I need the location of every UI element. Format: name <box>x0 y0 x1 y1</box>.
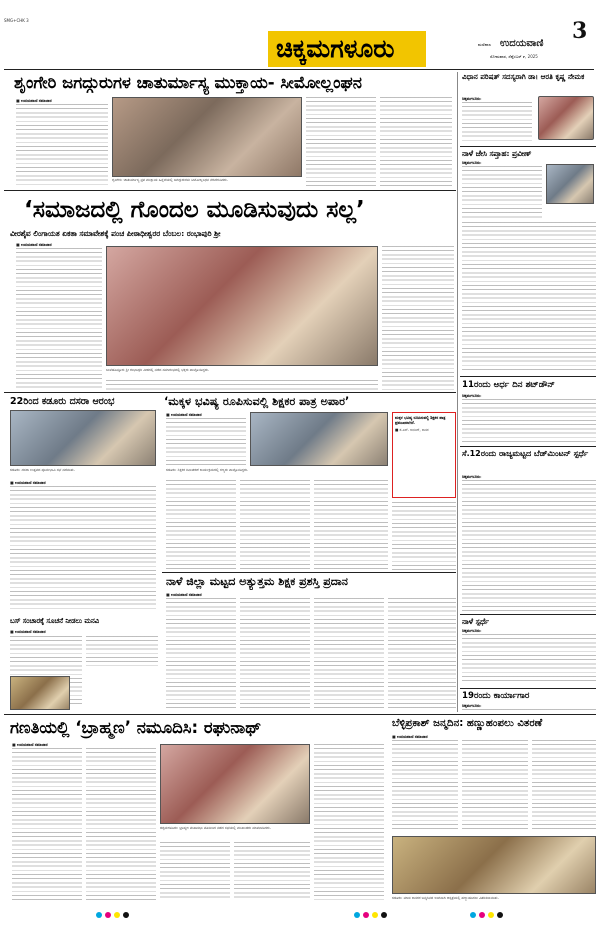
samaja-body-1 <box>16 248 102 388</box>
contest-body <box>462 480 596 612</box>
dasara-headline: 22ರಿಂದ ಕಡೂರು ದಸರಾ ಆರಂಭ <box>10 396 115 407</box>
paper-name: ಉದಯವಾಣಿ <box>500 38 544 49</box>
teachers-body-1 <box>166 418 246 468</box>
teachers-byline: ■ ಉದಯವಾಣಿ ಸಮಾಚಾರ <box>166 412 202 417</box>
fruits-headline: ಬೆಳ್ಳಿಪ್ರಕಾಶ್ ಜನ್ಮದಿನ: ಹಣ್ಣುಹಂಪಲು ವಿತರಣೆ <box>392 718 543 729</box>
registration-marks-left <box>96 912 129 918</box>
dasara-caption: ಕಡೂರು: ದಸರಾ ಉತ್ಸವದ ಪೂರ್ವಭಾವಿ ಸಭೆ ನಡೆಯಿತು. <box>10 468 75 472</box>
teachers-caption: ಕಡೂರು: ಶಿಕ್ಷಕರ ದಿನಾಚರಣೆ ಕಾರ್ಯಕ್ರಮದಲ್ಲಿ ಗಣ್ಯರು ಪಾಲ್ಗೊಂಡಿದ್ದರು. <box>166 468 249 472</box>
award-body-4 <box>388 598 456 710</box>
parishat-body <box>462 102 532 142</box>
reg-dot-cyan <box>96 912 102 918</box>
parishat-headline: ವಿಧಾನ ಪರಿಷತ್ ಸದಸ್ಯರಾಗಿ ಡಾ। ಆರತಿ ಕೃಷ್ಣ ನೇಮಕ <box>462 72 585 81</box>
dasara-rule <box>4 392 456 393</box>
registration-marks-middle <box>354 912 387 918</box>
reg-dot-black <box>381 912 387 918</box>
workshop-rule <box>460 688 596 689</box>
samaja-subheadline: ವೀರಶೈವ ಲಿಂಗಾಯತ ಏಕತಾ ಸಮಾವೇಶಕ್ಕೆ ಪಂಚ ಪೀಠಾಧೀಶ್ವರರ ಬೆಂಬಲ: ರಂಭಾಪುರಿ ಶ್ರೀ <box>10 229 221 238</box>
reg-dot-yellow <box>114 912 120 918</box>
reg-dot-yellow <box>372 912 378 918</box>
sringeri-headline: ಶೃಂಗೇರಿ ಜಗದ್ಗುರುಗಳ ಚಾತುರ್ಮಾಸ್ಯ ಮುಕ್ತಾಯ- ಸೀಮೋಲ್ಲಂಘನ <box>14 73 362 92</box>
power-body <box>462 634 596 684</box>
brahmana-body-4 <box>234 842 310 900</box>
brahmana-photo <box>160 744 310 824</box>
sringeri-body-3 <box>380 97 452 189</box>
brahmana-body-1 <box>12 748 82 900</box>
shutdown-headline: 11ರಂದು ಅರ್ಧ ದಿನ ಶಟ್‌ಡೌನ್ <box>462 380 555 390</box>
fruits-body-1 <box>392 740 458 830</box>
paper-tag: ಮಣಿಪಾಲ <box>478 42 492 47</box>
fruits-body-2 <box>462 740 528 830</box>
fruits-photo <box>392 836 596 894</box>
reg-dot-black <box>123 912 129 918</box>
parishat-byline: ಚಿಕ್ಕಮಗಳೂರು: <box>462 96 482 101</box>
kaala-byline: ಚಿಕ್ಕಮಗಳೂರು: <box>462 160 482 165</box>
award-rule <box>162 572 456 573</box>
teachers-body-5 <box>392 502 456 570</box>
reg-dot-magenta <box>363 912 369 918</box>
workshop-headline: 19ರಂದು ಕಾರ್ಯಾಗಾರ <box>462 691 530 701</box>
quote-box <box>392 412 456 498</box>
award-body-3 <box>314 598 384 710</box>
parishat-photo <box>538 96 594 140</box>
power-rule <box>460 614 596 615</box>
quote-text: ಮಕ್ಕಳ ಭವಿಷ್ಯ ರೂಪಿಸುವಲ್ಲಿ ಶಿಕ್ಷಕರ ಪಾತ್ರ ಪ್ರಮುಖವಾಗಿದೆ. <box>395 415 446 425</box>
sringeri-byline: ■ ಉದಯವಾಣಿ ಸಮಾಚಾರ <box>16 98 52 103</box>
page-number: 3 <box>572 18 588 44</box>
teachers-body-2 <box>166 480 236 570</box>
fruits-body-3 <box>532 740 596 830</box>
edition-code: SMG+CHK 3 <box>4 18 29 23</box>
right-column-rule <box>457 72 458 712</box>
fruits-rule <box>388 714 596 715</box>
samaja-caption: ಬಾಳೆಹೊನ್ನೂರು ಶ್ರೀ ರಂಭಾಪುರಿ ಪೀಠದಲ್ಲಿ ನಡೆದ ಸಮಾರಂಭದಲ್ಲಿ ಭಕ್ತರು ಪಾಲ್ಗೊಂಡಿದ್ದರು. <box>106 368 210 372</box>
sringeri-caption: ಶೃಂಗೇರಿ: ಚಾತುರ್ಮಾಸ್ಯ ವ್ರತ ಮುಕ್ತಾಯ ಹಿನ್ನೆಲೆಯಲ್ಲಿ ಜಗದ್ಗುರುಗಳು ಸೀಮೋಲ್ಲಂಘನ ನೆರವೇರಿಸಿದರು. <box>112 178 228 182</box>
teachers-photo <box>250 412 388 466</box>
brahmana-headline: ಗಣತಿಯಲ್ಲಿ ‘ಬ್ರಾಹ್ಮಣ’ ನಮೂದಿಸಿ: ರಘುನಾಥ್ <box>10 718 262 737</box>
brahmana-body-5 <box>314 744 384 900</box>
samaja-body-2 <box>106 380 378 390</box>
kaala-body-1 <box>462 166 542 218</box>
contest-rule <box>460 446 596 447</box>
reg-dot-black <box>497 912 503 918</box>
power-byline: ಚಿಕ್ಕಮಗಳೂರು: <box>462 628 482 633</box>
fruits-byline: ■ ಉದಯವಾಣಿ ಸಮಾಚಾರ <box>392 734 428 739</box>
reg-dot-cyan <box>354 912 360 918</box>
brahmana-byline: ■ ಉದಯವಾಣಿ ಸಮಾಚಾರ <box>12 742 48 747</box>
dasara-photo <box>10 410 156 466</box>
award-byline: ■ ಉದಯವಾಣಿ ಸಮಾಚಾರ <box>166 592 202 597</box>
samaja-rule <box>4 190 456 191</box>
award-body-1 <box>166 598 236 710</box>
bus-body-2 <box>86 636 158 666</box>
sringeri-body-2 <box>306 97 376 189</box>
workshop-body <box>462 709 596 711</box>
date-line: ಸೋಮವಾರ, ಸೆಪ್ಟೆಂಬರ್ ೯, 2025 <box>490 54 538 59</box>
masthead-rule <box>4 69 594 70</box>
reg-dot-magenta <box>479 912 485 918</box>
dasara-body <box>10 486 156 612</box>
reg-dot-yellow <box>488 912 494 918</box>
bus-photo <box>10 676 70 710</box>
registration-marks-right <box>470 912 503 918</box>
kaala-body-2 <box>462 222 596 372</box>
bus-headline: ಬಸ್ ಸಂಚಾರಕ್ಕೆ ಸೂಚನೆ ನೀಡಲು ಮನವಿ <box>10 617 100 625</box>
kaala-headline: ನಾಳೆ ಜೇಸಿ ಸಪ್ತಾಹ: ಪ್ರವೀಣ್ <box>462 149 532 158</box>
quote-author: ■ ಕೆ.ಎಸ್. ಆನಂದ್, ಶಾಸಕ <box>395 428 429 432</box>
contest-headline: ಸೆ.12ರಂದು ರಾಜ್ಯಮಟ್ಟದ ಬೆಡ್‌ಮಿಂಟನ್ ಸ್ಪರ್ಧೆ <box>462 449 589 458</box>
brahmana-caption: ಚಿಕ್ಕಮಗಳೂರು: ಬ್ರಾಹ್ಮಣ ಮಹಾಸಭಾ ವತಿಯಿಂದ ನಡೆದ ಸಭೆಯಲ್ಲಿ ಮುಖಂಡರು ಮಾತನಾಡಿದರು. <box>160 826 271 830</box>
shutdown-byline: ಚಿಕ್ಕಮಗಳೂರು: <box>462 393 482 398</box>
kaala-photo <box>546 164 594 204</box>
fruits-caption: ಕಡೂರು: ಮಾಜಿ ಶಾಸಕರ ಜನ್ಮದಿನದ ಅಂಗವಾಗಿ ಆಸ್ಪತ್ರೆಯಲ್ಲಿ ಹಣ್ಣುಹಂಪಲು ವಿತರಿಸಲಾಯಿತು. <box>392 896 499 900</box>
award-headline: ನಾಳೆ ಜಿಲ್ಲಾ ಮಟ್ಟದ ಅತ್ಯುತ್ತಮ ಶಿಕ್ಷಕ ಪ್ರಶಸ್ತಿ ಪ್ರದಾನ <box>166 575 348 588</box>
workshop-byline: ಚಿಕ್ಕಮಗಳೂರು: <box>462 703 482 708</box>
samaja-byline: ■ ಉದಯವಾಣಿ ಸಮಾಚಾರ <box>16 242 52 247</box>
teachers-headline: ‘ಮಕ್ಕಳ ಭವಿಷ್ಯ ರೂಪಿಸುವಲ್ಲಿ ಶಿಕ್ಷಕರ ಪಾತ್ರ ಅಪಾರ’ <box>164 395 350 408</box>
teachers-body-3 <box>240 480 310 570</box>
sringeri-body-1 <box>16 104 108 186</box>
samaja-headline: ‘ಸಮಾಜದಲ್ಲಿ ಗೊಂದಲ ಮೂಡಿಸುವುದು ಸಲ್ಲ’ <box>24 197 365 223</box>
kaala-rule <box>460 146 596 147</box>
reg-dot-cyan <box>470 912 476 918</box>
section-title: ಚಿಕ್ಕಮಗಳೂರು <box>276 34 395 63</box>
dasara-byline: ■ ಉದಯವಾಣಿ ಸಮಾಚಾರ <box>10 480 46 485</box>
award-body-2 <box>240 598 310 710</box>
shutdown-body <box>462 399 596 443</box>
sringeri-photo <box>112 97 302 177</box>
brahmana-body-3 <box>160 842 230 900</box>
teachers-body-4 <box>314 480 388 570</box>
samaja-photo <box>106 246 378 366</box>
samaja-body-3 <box>382 246 454 390</box>
reg-dot-magenta <box>105 912 111 918</box>
brahmana-body-2 <box>86 748 156 900</box>
bus-byline: ■ ಉದಯವಾಣಿ ಸಮಾಚಾರ <box>10 629 46 634</box>
power-headline: ನಾಳೆ ಸ್ಪರ್ಧೆ <box>462 617 489 626</box>
contest-byline: ಚಿಕ್ಕಮಗಳೂರು: <box>462 474 482 479</box>
shutdown-rule <box>460 376 596 377</box>
